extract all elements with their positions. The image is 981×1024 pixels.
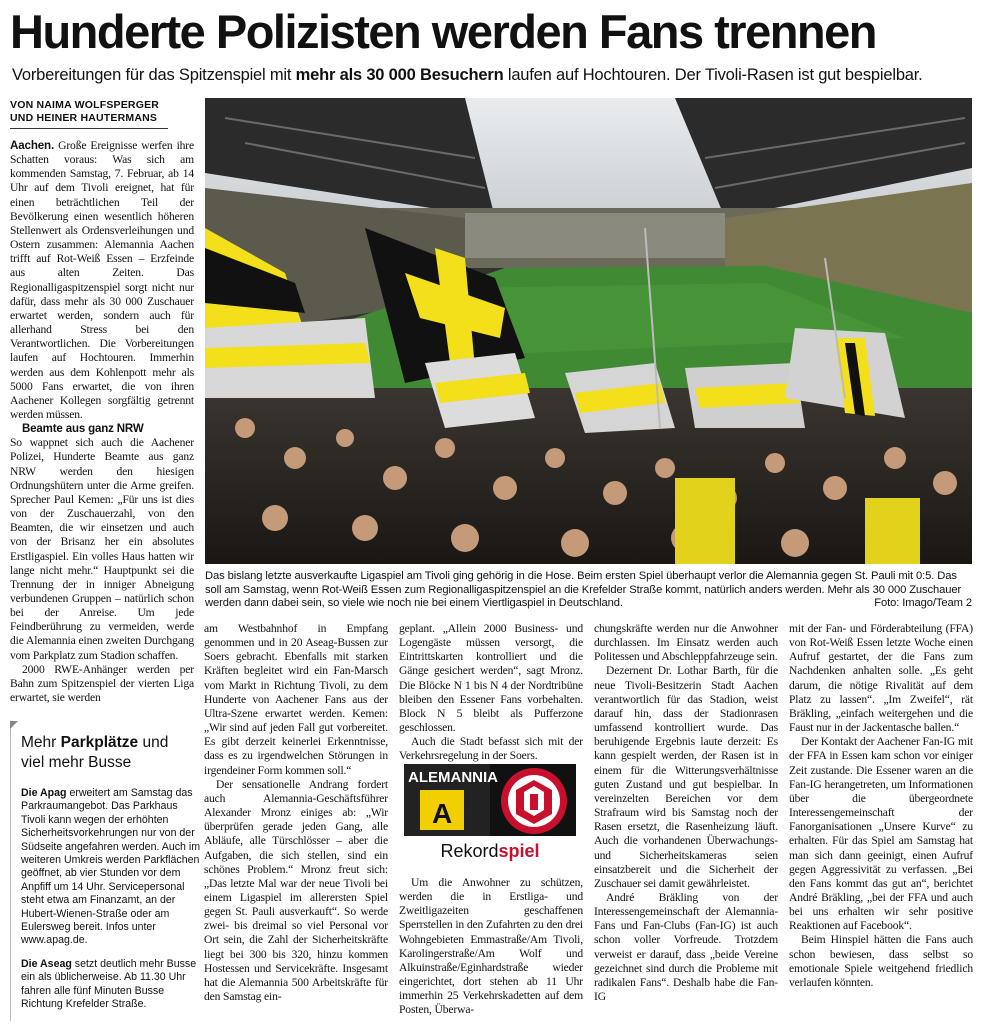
subheadline: Vorbereitungen für das Spitzenspiel mit mehr als 30 000 Besuchern laufen auf Hochtouren. Der Tivoli-Rasen ist gut bespielbar. (12, 66, 923, 84)
info-box-marker-icon (10, 721, 18, 729)
article-paragraph: André Bräkling von der Interessengemeinschaft der Alemannia-Fans und Fan-Clubs (Fan-IG) ist auch schon voller Vorfreude. Trotzdem verweist er darauf, dass „beide Vereine gezeichnet sind durch die Probleme mit radikalen Fans“. Deshalb habe die Fan-IG (594, 890, 778, 1004)
rekordspiel-label: Rekordspiel (440, 841, 540, 861)
stadium-photo (205, 98, 972, 564)
info-box (10, 721, 201, 1021)
article-paragraph: Um die Anwohner zu schützen, werden die in Erstliga- und Zweitligazeiten geschaffenen Sperrstellen in den Zufahrten zu den drei Wohngebieten Emmastraße/Am Tivoli, Karolingerstraße/Am Wolf und Alkuinstraße/Eginhardstraße wieder eingerichtet, dort stehen ab 11 Uhr immerhin 25 Verkehrskadetten auf dem Posten, Überwa- (399, 876, 583, 1017)
dateline: Aachen. (10, 139, 55, 152)
article-column-4 (594, 622, 778, 1004)
logo-club-text: ALEMANNIA (408, 769, 498, 786)
photo-credit: Foto: Imago/Team 2 (874, 597, 972, 610)
article-paragraph: mit der Fan- und Förderabteilung (FFA) von Rot-Weiß Essen letzte Woche einen Aufruf gestartet, der die Fans zum Nachdenken anhalten solle. „Es geht darum, die nötige Rivalität auf dem Platz zu lassen“. „Im Zweifel“, rät Bräkling, „einfach weitergehen und die Faust nur in der Jackentasche ballen.“ (789, 622, 973, 735)
logo-letter: A (432, 798, 453, 829)
byline: VON NAIMA WOLFSPERGER UND HEINER HAUTERMANS (10, 99, 160, 124)
article-paragraph: am Westbahnhof in Empfang genommen und in 20 Aseag-Bussen zur Soers gebracht. Ebenfalls mit starken Kräften begleitet wird ein Fan-Marsch vom Markt in Richtung Tivoli, zu dem Hunderte von Aachener Fans aus der Ultra-Szene erwartet werden. Kemen: „Wir sind auf jeden Fall gut vorbereitet. Es gibt derzeit keinerlei Erkenntnisse, dass es zu irgendwelchen Störungen in irgendeiner Form kommen soll.“ (204, 622, 388, 777)
article-paragraph: Der Kontakt der Aachener Fan-IG mit der FFA in Essen kam schon vor einiger Zeit zustande. Die Essener waren an die Fan-IG herangetreten, um Informationen über die übergeordnete Interessengemeinschaft der Fanorganisationen „Unsere Kurve“ zu erhalten. Für das Spiel am Samstag hat man sich dann geeinigt, einen Aufruf gegen Aggressivität zu verfassen. „Bei den Fans kommt das gut an“, berichtet André Bräkling, „bei der FFA und auch bei uns erhalten wir sehr positive Reaktionen auf Facebook“. (789, 735, 973, 933)
article-subheading: Beamte aus ganz NRW (22, 423, 144, 436)
photo-caption (205, 570, 972, 611)
article-paragraph: Beim Hinspiel hätten die Fans auch schon bewiesen, dass selbst so emotionale Spiele weitgehend friedlich verlaufen könnten. (789, 933, 973, 989)
subheadline-emphasis: mehr als 30 000 Besuchern (295, 66, 504, 84)
article-paragraph: geplant. „Allein 2000 Business- und Logengäste müssen versorgt, die Eintrittskarten kontrolliert und die Gänge gesichert werden“, sagt Mronz. Die Blöcke N 1 bis N 4 der Nordtribüne bleiben den Essener Fans vorbehalten. Block N 5 bleibt als Pufferzone geschlossen. (399, 622, 583, 735)
article-paragraph: chungskräfte werden nur die Anwohner durchlassen. Im Einsatz werden auch Politessen und Abschleppfahrzeuge sein. (594, 622, 778, 664)
article-column-5 (789, 622, 973, 990)
info-box-paragraph: Die Apag erweitert am Samstag das Parkraumangebot. Das Parkhaus Tivoli kann wegen der erhöhten Sicherheitsvorkehrungen nur von der Südseite angefahren werden. Auch im weiteren Umkreis werden Parkflächen geöffnet, ab vier Stunden vor dem Anpfiff um 14 Uhr. Servicepersonal steht etwa am Finanzamt, an der Hubert-Wienen-Straße oder am Eulersweg bereit. Infos unter www.apag.de. (21, 787, 201, 947)
info-box-paragraph: Die Aseag setzt deutlich mehr Busse ein als üblicherweise. Ab 11.30 Uhr fahren alle fünf Minuten Busse Richtung Krefelder Straße. (21, 957, 197, 1011)
article-paragraph: 2000 RWE-Anhänger werden per Bahn zum Spitzenspiel der vierten Liga erwartet, sie werden (10, 662, 194, 705)
article-column-2 (204, 622, 388, 1004)
article-column-3 (399, 622, 583, 764)
article-column-3-lower (399, 876, 583, 1018)
caption-text: Das bislang letzte ausverkaufte Ligaspiel am Tivoli ging gehörig in die Hose. Beim ersten Spiel überhaupt verlor die Alemannia gegen St. Pauli mit 0:5. Das soll am Samstag, wenn Rot-Weiß Essen zum Regionalligaspitzenspiel an die Krefelder Straße kommt, natürlich anders werden. Mehr als 30 000 Zuschauer werden dann dabei sein, so viele wie noch nie bei einem Viertligaspiel in Deutschland. (205, 570, 962, 610)
article-column-1 (10, 139, 194, 705)
headline: Hunderte Polizisten werden Fans trennen (10, 5, 876, 58)
info-box-title: Mehr Parkplätze und viel mehr Busse (21, 734, 169, 771)
byline-divider (10, 128, 168, 129)
article-paragraph: Dezernent Dr. Lothar Barth, für die neue Tivoli-Besitzerin Stadt Aachen verantwortlich für das Stadion, weist darauf hin, dass der Stadionrasen umfassend kontrolliert wurde. Das beruhigende Ergebnis laute derzeit: Es kann gespielt werden, der Rasen ist in einem für die Witterungsverhältnisse guten Zustand und gut bespielbar. In vereinzelten Bereichen vor dem Strafraum wird bis Samstag noch der Rasen ersetzt, die Rasenheizung läuft. Auch die vorhandenen Überwachungs- und Sicherheitskameras seien einsatzbereit und die Sicherheit der Zuschauer sei damit gewährleistet. (594, 664, 778, 890)
info-box-body (21, 787, 201, 1022)
article-paragraph: So wappnet sich auch die Aachener Polizei, Hunderte Beamte aus ganz NRW werden den hiesigen Ordnungshütern unter die Arme greifen. Sprecher Paul Kemen: „Für uns ist dies von der Zuschauerzahl, von den Beamten, die wir einsetzen und auch von der Brisanz her ein absolutes Erstligaspiel. Ein volles Haus hatten wir lange nicht mehr.“ Hauptpunkt sei die Trennung der in inniger Abneigung verbundenen Gruppen – natürlich schon bei der Anreise. Um jede Feindberührung zu vermeiden, werde die Alemannia einen zweiten Durchgang vom Parkplatz zum Stadion schaffen. (10, 436, 194, 662)
article-paragraph: Aachen. Große Ereignisse werfen ihre Schatten voraus: Was sich am kommenden Samstag, 7. Februar, ab 14 Uhr auf dem Tivoli ereignet, hat für einen beträchtlichen Teil der Bevölkerung einen wesentlich höheren Stellenwert als Ordensverleihungen und Ostern zusammen: Alemannia Aachen trifft auf Rot-Weiß Essen – Erzfeinde aus alten Zeiten. Das Regionalligaspitzenspiel sorgt nicht nur dafür, dass mehr als 30 000 Zuschauer erwartet werden, sondern auch für allerhand Stress bei den Verantwortlichen. Die Vorbereitungen laufen auf Hochtouren. Immerhin werden aus dem Kohlenpott mehr als 5000 Fans erwartet, die von ihren Aachener Kollegen sorgfältig getrennt werden müssen. (10, 139, 194, 421)
article-paragraph: Der sensationelle Andrang fordert auch Alemannia-Geschäftsführer Alexander Mronz einiges ab: „Wir überprüfen gerade jeden Gang, alle Abläufe, alle Türschlösser – aber die Aufgaben, die sich stellen, sind ein schönes Problem.“ Mronz freut sich: „Das letzte Mal war der neue Tivoli bei einem Ligaspiel im allerersten Spiel gegen St. Pauli ausverkauft“. So werde zwei- bis dreimal so viel Personal vor Ort sein, die Zahl der Sicherheitskräfte liegt bei 300 bis 320, hinzu kommen Hostessen und Servicekräfte. Insgesamt hat die Alemannia 500 Arbeitskräfte für den Samstag ein- (204, 777, 388, 1004)
article-paragraph: Auch die Stadt befasst sich mit der Verkehrsregelung in der Soers. (399, 735, 583, 763)
